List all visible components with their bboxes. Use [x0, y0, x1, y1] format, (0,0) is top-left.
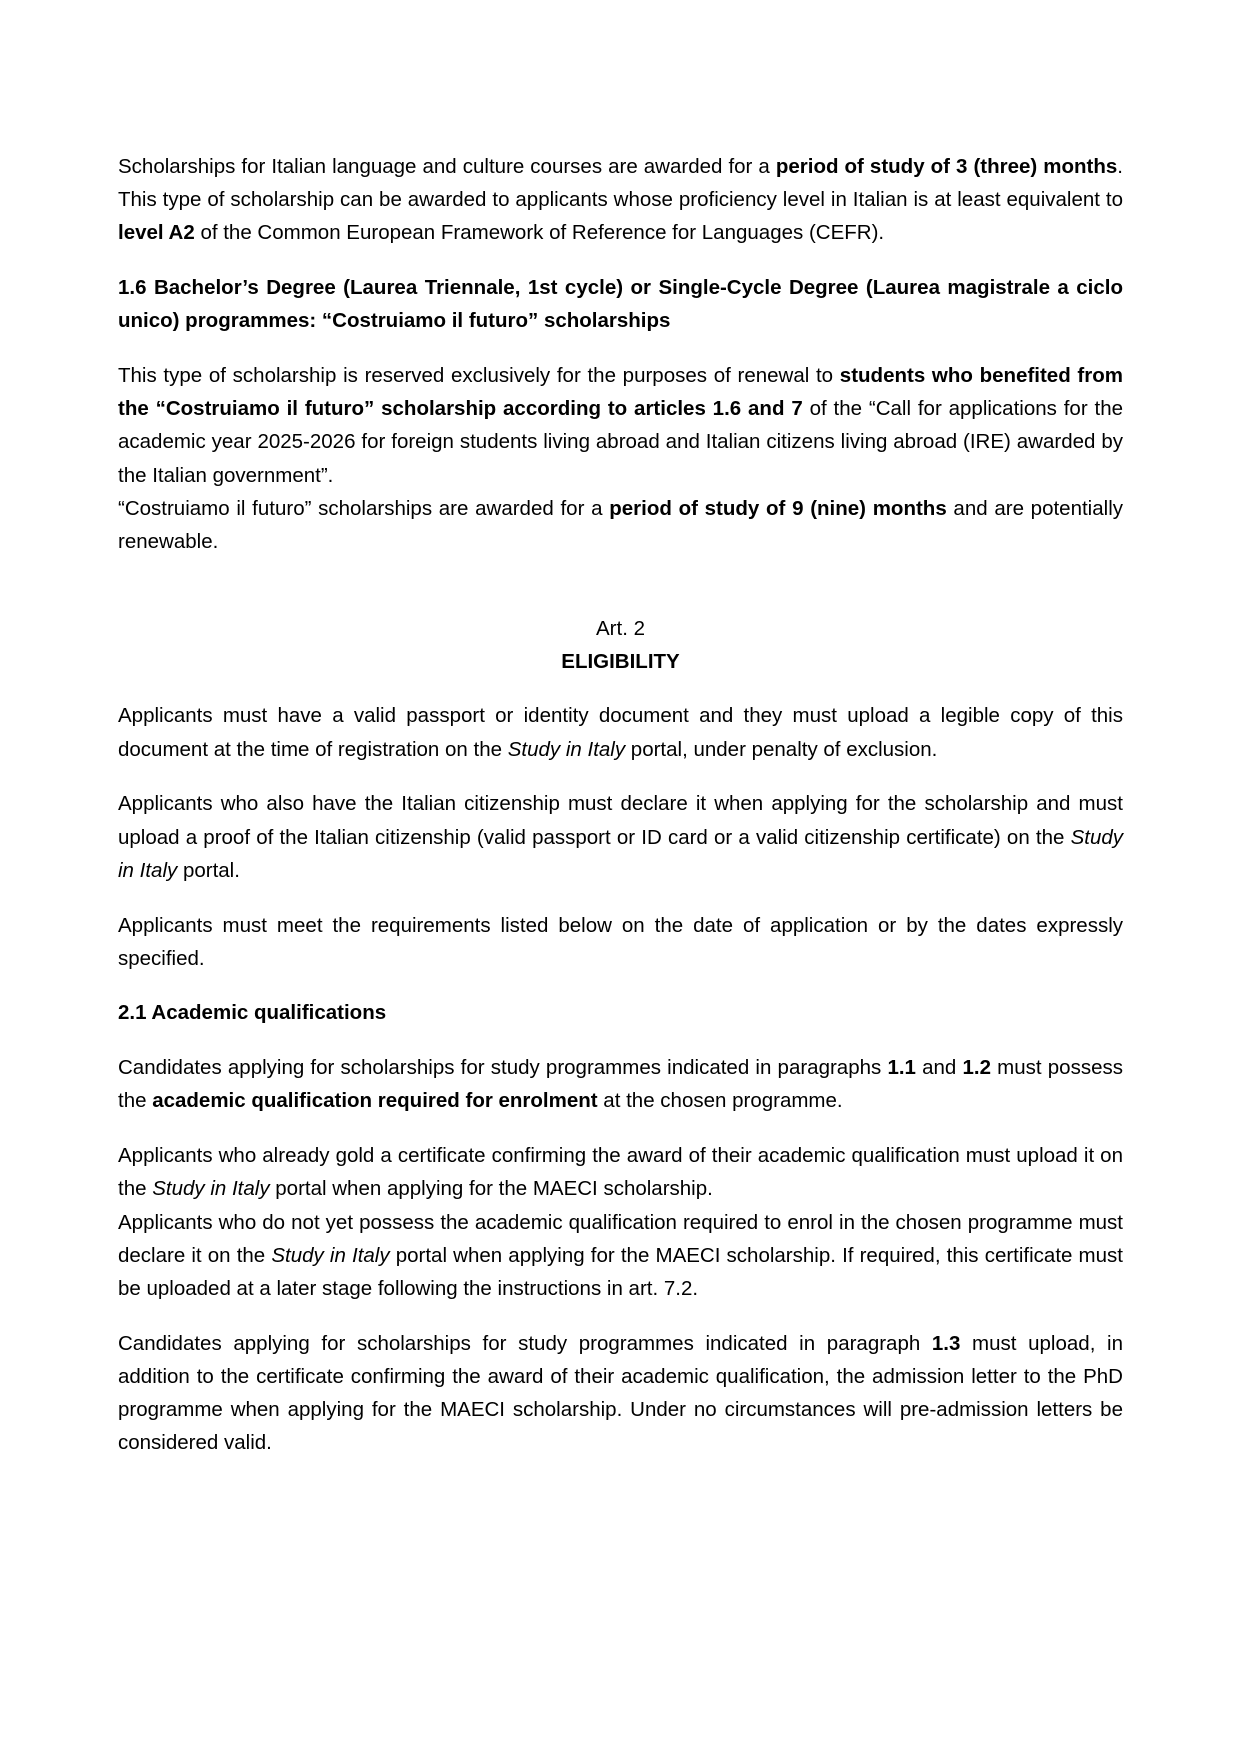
text-run-bold: 2.1 Academic qualifications: [118, 1001, 387, 1025]
paragraph-spacer: [118, 250, 1123, 272]
paragraph-spacer: [118, 975, 1123, 997]
text-run: portal when applying for the MAECI scholarship. If required, this certificate must be uploaded at a later stage following the instructions in art. 7.2.: [118, 1243, 1123, 1300]
text-run-bold: 1.2: [962, 1056, 991, 1080]
paragraph-p5: [118, 787, 1123, 887]
paragraph-art2title: [118, 645, 1123, 678]
paragraph-spacer: [118, 558, 1123, 611]
text-run: This type of scholarship is reserved exclusively for the purposes of renewal to: [118, 364, 840, 388]
document-body: [118, 150, 1123, 1459]
text-run: must possess the: [118, 1056, 1123, 1113]
paragraph-spacer: [118, 1118, 1123, 1140]
text-run: of the “Call for applications for the academic year 2025-2026 for foreign students living abroad and Italian citizens living abroad (IRE) awarded by the Italian government”.: [118, 397, 1124, 487]
text-run-bold: students who benefited from the “Costruiamo il futuro” scholarship according to articles 1.6 and 7: [118, 364, 1123, 421]
text-run: Applicants must have a valid passport or identity document and they must upload a legible copy of this document at the time of registration on the: [118, 704, 1123, 761]
paragraph-h16: [118, 271, 1123, 337]
paragraph-spacer: [118, 887, 1123, 909]
text-run: portal.: [177, 858, 240, 882]
paragraph-p3: [118, 492, 1123, 558]
text-run: Candidates applying for scholarships for study programmes indicated in paragraphs: [118, 1056, 888, 1080]
text-run: Applicants must meet the requirements listed below on the date of application or by the dates expressly specified.: [118, 913, 1123, 970]
text-run: Applicants who also have the Italian citizenship must declare it when applying for the scholarship and must upload a proof of the Italian citizenship (valid passport or ID card or a valid citizenship certificate) on the: [118, 792, 1123, 849]
text-run: “Costruiamo il futuro” scholarships are awarded for a: [118, 496, 610, 520]
text-run: Art. 2: [596, 616, 645, 640]
text-run-bold: 1.1: [887, 1056, 916, 1080]
text-run: at the chosen programme.: [597, 1089, 843, 1113]
text-run-bold: period of study of 3 (three) months: [775, 155, 1118, 178]
text-run-bold: ELIGIBILITY: [561, 649, 680, 673]
text-run-italic: Study in Italy: [507, 737, 626, 761]
text-run-bold: 1.3: [931, 1331, 961, 1355]
text-run-bold: period of study of 9 (nine) months: [609, 496, 947, 520]
paragraph-spacer: [118, 1030, 1123, 1052]
text-run-italic: Study in Italy: [271, 1243, 390, 1267]
text-run-italic: Study in Italy: [152, 1177, 270, 1201]
paragraph-p9: [118, 1206, 1123, 1306]
text-run: and: [915, 1056, 963, 1080]
text-run: and are potentially renewable.: [118, 496, 1123, 554]
text-run-bold: level A2: [118, 221, 195, 245]
paragraph-p1: [118, 150, 1123, 250]
text-run: must upload, in addition to the certificate confirming the award of their academic qualification, the admission letter to the PhD programme when applying for the MAECI scholarship. Under no circumstances will pre-admission letters be considered valid.: [118, 1331, 1123, 1455]
paragraph-spacer: [118, 678, 1123, 700]
text-run: portal when applying for the MAECI scholarship.: [269, 1177, 713, 1201]
paragraph-spacer: [118, 766, 1123, 788]
paragraph-art2: [118, 612, 1123, 645]
paragraph-p7: [118, 1051, 1123, 1117]
paragraph-p8: [118, 1139, 1123, 1205]
text-run: Scholarships for Italian language and culture courses are awarded for a: [118, 155, 776, 178]
text-run-italic: Study in Italy: [118, 825, 1123, 882]
paragraph-h21: [118, 996, 1123, 1029]
text-run: of the Common European Framework of Reference for Languages (CEFR).: [194, 221, 885, 245]
paragraph-spacer: [118, 338, 1123, 360]
paragraph-spacer: [118, 1305, 1123, 1327]
text-run-bold: 1.6 Bachelor’s Degree (Laurea Triennale, 1st cycle) or Single-Cycle Degree (Laurea magistrale a ciclo unico) programmes: “Costruiamo il futuro” scholarships: [118, 276, 1123, 333]
paragraph-p6: [118, 909, 1123, 975]
text-run: Applicants who do not yet possess the academic qualification required to enrol in the chosen programme must declare it on the: [118, 1210, 1123, 1267]
paragraph-p4: [118, 699, 1123, 765]
text-run: Applicants who already gold a certificate confirming the award of their academic qualification must upload it on the: [118, 1144, 1123, 1201]
text-run: Candidates applying for scholarships for study programmes indicated in paragraph: [118, 1331, 932, 1355]
paragraph-p2: [118, 359, 1123, 492]
text-run: . This type of scholarship can be awarded to applicants whose proficiency level in Italian is at least equivalent to: [118, 155, 1123, 212]
paragraph-p10: [118, 1327, 1123, 1460]
text-run-bold: academic qualification required for enrolment: [152, 1089, 598, 1113]
text-run: portal, under penalty of exclusion.: [625, 737, 938, 761]
